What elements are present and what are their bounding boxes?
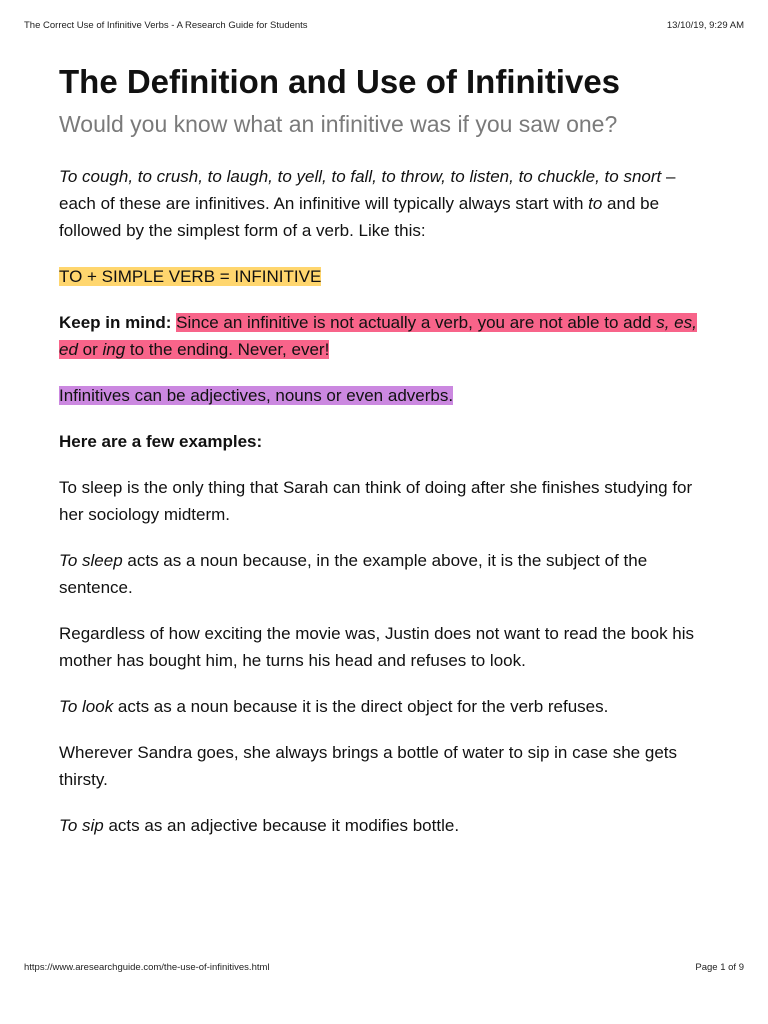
formula-highlight: TO + SIMPLE VERB = INFINITIVE <box>59 267 322 286</box>
page-url: https://www.aresearchguide.com/the-use-of-infinitives.html <box>24 962 270 973</box>
keep-in-mind-text-a: Since an infinitive is not actually a verb, you are not able to add <box>176 313 657 332</box>
keep-in-mind-suffixes: s, es, ed <box>59 313 697 359</box>
explanation-3-text: acts as an adjective because it modifies bottle. <box>103 816 460 835</box>
formula-paragraph <box>59 263 715 290</box>
page-title-header: The Correct Use of Infinitive Verbs - A Research Guide for Students <box>24 20 308 31</box>
intro-text: – each of these are infinitives. An infinitive will typically always start with <box>59 167 676 213</box>
intro-paragraph <box>59 163 715 244</box>
explanation-1-term: To sleep <box>59 551 123 570</box>
explanation-1 <box>59 547 715 601</box>
article-subtitle: Would you know what an infinitive was if you saw one? <box>59 111 618 137</box>
keep-in-mind-label: Keep in mind: <box>59 313 172 332</box>
intro-to-word: to <box>588 194 603 213</box>
keep-in-mind-text-b: to the ending. Never, ever! <box>125 340 330 359</box>
example-2: Regardless of how exciting the movie was, Justin does not want to read the book his mother has bought him, he turns his head and refuses to look. <box>59 624 695 670</box>
page-number: Page 1 of 9 <box>695 962 744 973</box>
keep-in-mind-paragraph <box>59 309 715 363</box>
example-1: To sleep is the only thing that Sarah can think of doing after she finishes studying for her sociology midterm. <box>59 478 693 524</box>
examples-heading-text: Here are a few examples: <box>59 432 263 451</box>
explanation-2-text: acts as a noun because it is the direct object for the verb refuses. <box>113 697 609 716</box>
keep-in-mind-or: or <box>77 340 103 359</box>
article-title: The Definition and Use of Infinitives <box>59 63 621 100</box>
print-datetime: 13/10/19, 9:29 AM <box>666 20 744 31</box>
explanation-3-term: To sip <box>59 816 104 835</box>
explanation-3 <box>59 812 715 839</box>
explanation-1-text: acts as a noun because, in the example above, it is the subject of the sentence. <box>59 551 648 597</box>
keep-in-mind-ing: ing <box>102 340 126 359</box>
example-3: Wherever Sandra goes, she always brings a bottle of water to sip in case she gets thirsty. <box>59 743 677 789</box>
article <box>59 58 715 839</box>
adjectives-highlight: Infinitives can be adjectives, nouns or even adverbs. <box>59 386 454 405</box>
explanation-2-term: To look <box>59 697 114 716</box>
print-header <box>24 20 744 34</box>
intro-rest: and be followed by the simplest form of a verb. Like this: <box>59 194 660 240</box>
examples-heading <box>59 428 715 455</box>
adjectives-paragraph <box>59 382 715 409</box>
explanation-2 <box>59 693 715 720</box>
print-footer <box>24 962 744 976</box>
intro-examples: To cough, to crush, to laugh, to yell, to fall, to throw, to listen, to chuckle, to snort <box>59 167 662 186</box>
